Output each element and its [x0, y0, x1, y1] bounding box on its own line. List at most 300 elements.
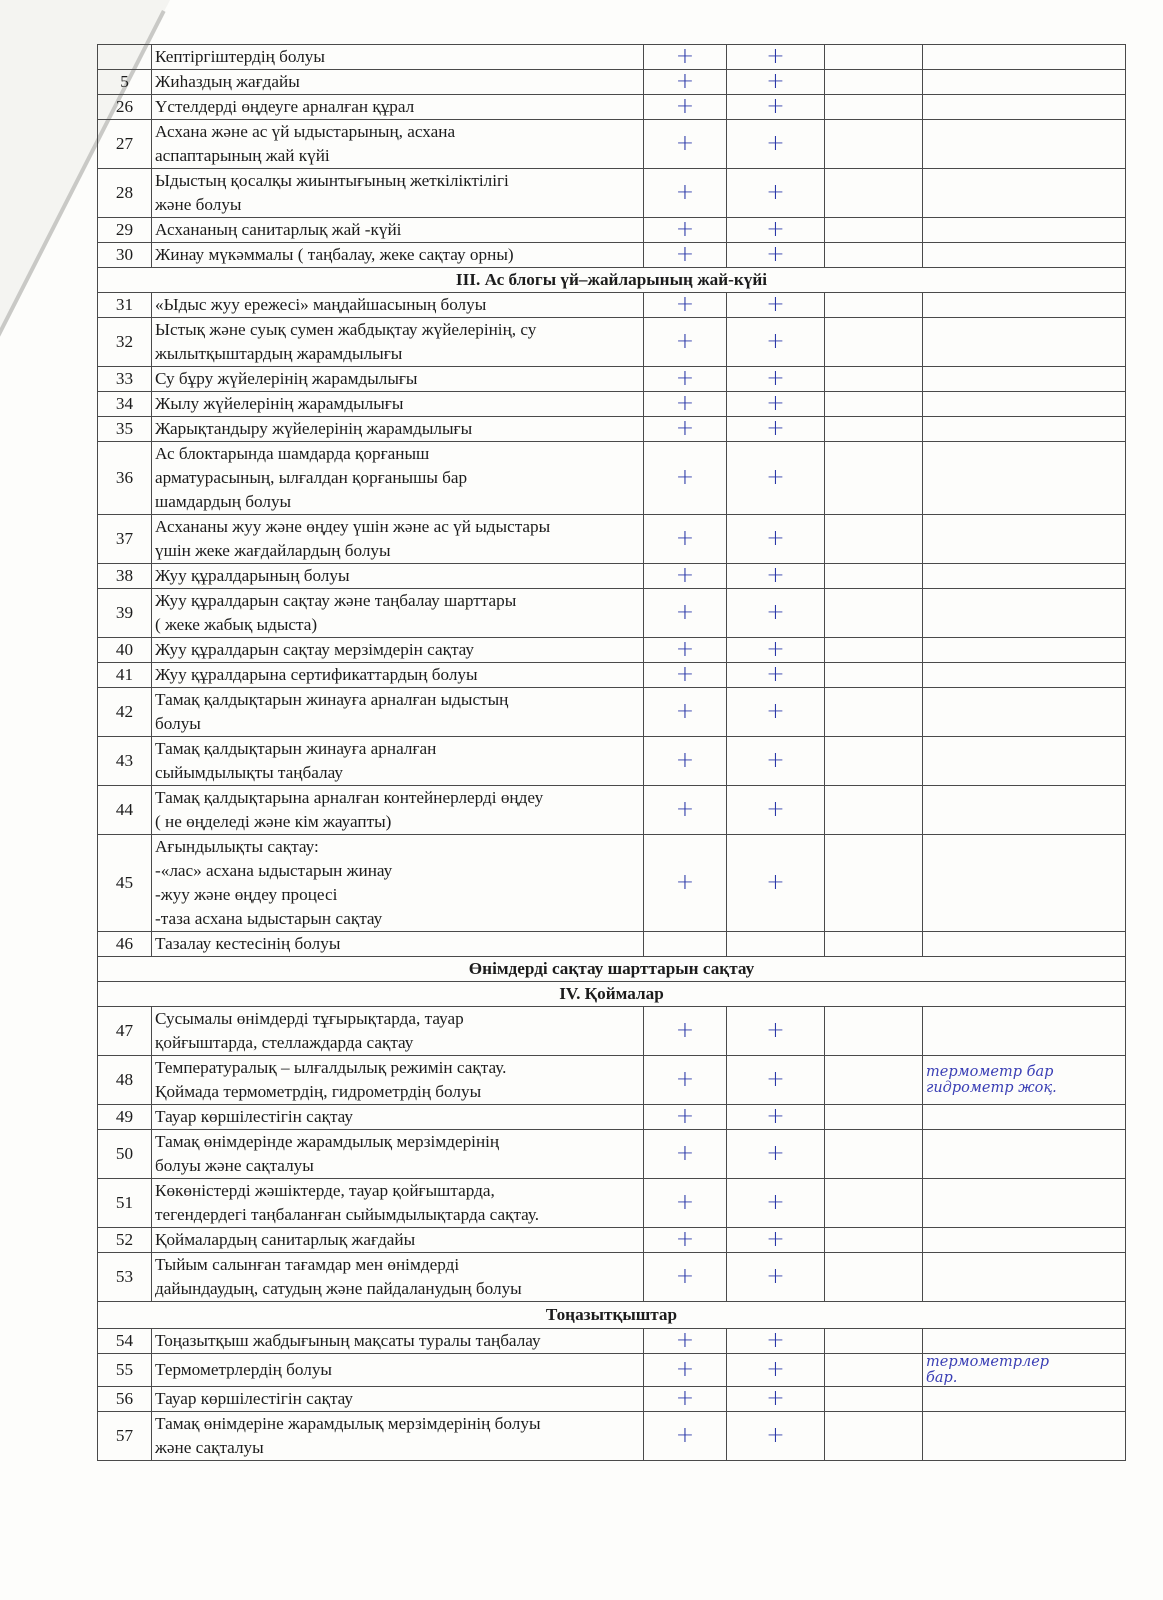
description-line: ( жеке жабық ыдыста) — [155, 615, 318, 634]
row-number: 37 — [98, 515, 152, 564]
handwritten-plus-mark: + — [727, 663, 825, 688]
description-line: болуы — [155, 714, 201, 733]
row-description — [152, 417, 644, 442]
handwritten-plus-mark: + — [727, 417, 825, 442]
empty-cell — [825, 515, 923, 564]
description-line: ( не өңделеді және кім жауапты) — [155, 812, 392, 831]
handwritten-note — [923, 688, 1126, 737]
section-heading-fridges: Тоңазытқыштар — [98, 1302, 1126, 1329]
row-number: 40 — [98, 638, 152, 663]
checklist-row — [98, 786, 1126, 835]
handwritten-plus-mark: + — [727, 1179, 825, 1228]
handwritten-plus-mark: + — [727, 1329, 825, 1354]
checklist-row — [98, 1387, 1126, 1412]
description-line: Кептіргіштердің болуы — [155, 47, 325, 66]
description-line: Жинау мүкәммалы ( таңбалау, жеке сақтау орны) — [155, 245, 514, 264]
handwritten-note — [923, 120, 1126, 169]
empty-cell — [825, 1354, 923, 1387]
description-line: Көкөністерді жәшіктерде, тауар қойғыштарда, — [155, 1181, 495, 1200]
checklist-row — [98, 737, 1126, 786]
handwritten-plus-mark: + — [644, 1329, 727, 1354]
handwritten-plus-mark: + — [644, 589, 727, 638]
checklist-row — [98, 120, 1126, 169]
row-number: 39 — [98, 589, 152, 638]
row-number: 27 — [98, 120, 152, 169]
checklist-row — [98, 392, 1126, 417]
handwritten-plus-mark: + — [727, 1354, 825, 1387]
handwritten-plus-mark: + — [727, 1412, 825, 1461]
handwritten-plus-mark: + — [644, 293, 727, 318]
empty-cell — [825, 417, 923, 442]
handwritten-plus-mark: + — [644, 1056, 727, 1105]
handwritten-plus-mark: + — [644, 1105, 727, 1130]
handwritten-plus-mark: + — [644, 218, 727, 243]
description-line: Термометрлердің болуы — [155, 1360, 332, 1379]
handwritten-note — [923, 1007, 1126, 1056]
description-line: тегендердегі таңбаланған сыйымдылықтарда сақтау. — [155, 1205, 540, 1224]
section-heading-3: III. Ас блогы үй–жайларының жай-күйі — [98, 268, 1126, 293]
handwritten-plus-mark: + — [644, 318, 727, 367]
description-line: Тазалау кестесінің болуы — [155, 934, 341, 953]
handwritten-plus-mark: + — [727, 1056, 825, 1105]
description-line: аспаптарының жай күйі — [155, 146, 330, 165]
handwritten-plus-mark: + — [644, 442, 727, 515]
row-description — [152, 1007, 644, 1056]
section-heading-4: IV. Қоймалар — [98, 982, 1126, 1007]
empty-cell — [825, 1412, 923, 1461]
handwritten-plus-mark: + — [644, 1130, 727, 1179]
checklist-row — [98, 1253, 1126, 1302]
row-description — [152, 95, 644, 120]
handwritten-plus-mark — [727, 932, 825, 957]
description-line: Жуу құралдарының болуы — [155, 566, 350, 585]
handwritten-note — [923, 835, 1126, 932]
handwritten-note — [923, 638, 1126, 663]
handwritten-note — [923, 932, 1126, 957]
handwritten-plus-mark: + — [727, 737, 825, 786]
row-number: 44 — [98, 786, 152, 835]
row-description — [152, 442, 644, 515]
checklist-row — [98, 1228, 1126, 1253]
description-line: Ағындылықты сақтау: — [155, 837, 319, 856]
checklist-row — [98, 1130, 1126, 1179]
row-description — [152, 1329, 644, 1354]
description-line: Тамақ өнімдеріне жарамдылық мерзімдерінің болуы — [155, 1414, 541, 1433]
checklist-row — [98, 1007, 1126, 1056]
checklist-row — [98, 835, 1126, 932]
row-number: 49 — [98, 1105, 152, 1130]
row-description — [152, 70, 644, 95]
empty-cell — [825, 367, 923, 392]
row-number: 31 — [98, 293, 152, 318]
handwritten-plus-mark: + — [727, 1105, 825, 1130]
empty-cell — [825, 786, 923, 835]
row-number: 29 — [98, 218, 152, 243]
handwritten-plus-mark: + — [644, 688, 727, 737]
checklist-row — [98, 1105, 1126, 1130]
row-number: 52 — [98, 1228, 152, 1253]
handwritten-plus-mark: + — [727, 1387, 825, 1412]
handwritten-plus-mark: + — [644, 1412, 727, 1461]
checklist-row — [98, 688, 1126, 737]
handwritten-note — [923, 1179, 1126, 1228]
row-description — [152, 932, 644, 957]
description-line: Тоңазытқыш жабдығының мақсаты туралы таңбалау — [155, 1331, 541, 1350]
checklist-row — [98, 1354, 1126, 1387]
checklist-row — [98, 442, 1126, 515]
empty-cell — [825, 70, 923, 95]
handwritten-note — [923, 737, 1126, 786]
checklist-row — [98, 218, 1126, 243]
row-number: 43 — [98, 737, 152, 786]
row-description — [152, 120, 644, 169]
row-description — [152, 243, 644, 268]
checklist-row — [98, 564, 1126, 589]
row-description — [152, 515, 644, 564]
row-description — [152, 564, 644, 589]
handwritten-note — [923, 589, 1126, 638]
handwritten-plus-mark: + — [727, 564, 825, 589]
handwritten-plus-mark: + — [644, 1228, 727, 1253]
description-line: Су бұру жүйелерінің жарамдылығы — [155, 369, 418, 388]
handwritten-plus-mark: + — [727, 515, 825, 564]
handwritten-plus-mark: + — [727, 243, 825, 268]
empty-cell — [825, 120, 923, 169]
handwritten-plus-mark: + — [644, 392, 727, 417]
handwritten-plus-mark: + — [644, 120, 727, 169]
handwritten-note — [923, 218, 1126, 243]
description-line: Сусымалы өнімдерді тұғырықтарда, тауар — [155, 1009, 464, 1028]
handwritten-plus-mark: + — [644, 786, 727, 835]
row-description — [152, 1179, 644, 1228]
row-number: 53 — [98, 1253, 152, 1302]
row-number: 26 — [98, 95, 152, 120]
description-line: Температуралық – ылғалдылық режимін сақтау. — [155, 1058, 507, 1077]
empty-cell — [825, 45, 923, 70]
empty-cell — [825, 663, 923, 688]
section-heading-storage: Өнімдерді сақтау шарттарын сақтау — [98, 957, 1126, 982]
description-line: Ыстық және суық сумен жабдықтау жүйелерінің, су — [155, 320, 537, 339]
description-line: Тауар көршілестігін сақтау — [155, 1107, 354, 1126]
row-number: 28 — [98, 169, 152, 218]
empty-cell — [825, 688, 923, 737]
handwritten-plus-mark: + — [727, 120, 825, 169]
handwritten-note — [923, 786, 1126, 835]
row-description — [152, 638, 644, 663]
checklist-row — [98, 417, 1126, 442]
checklist-row — [98, 169, 1126, 218]
empty-cell — [825, 932, 923, 957]
handwritten-plus-mark: + — [727, 218, 825, 243]
checklist-row — [98, 515, 1126, 564]
empty-cell — [825, 95, 923, 120]
handwritten-plus-mark: + — [644, 564, 727, 589]
row-number: 42 — [98, 688, 152, 737]
empty-cell — [825, 835, 923, 932]
handwritten-plus-mark: + — [644, 45, 727, 70]
empty-cell — [825, 392, 923, 417]
description-line: -«лас» асхана ыдыстарын жинау — [155, 861, 393, 880]
note-line: термометрлер — [926, 1354, 1050, 1370]
description-line: Ыдыстың қосалқы жиынтығының жеткіліктілігі — [155, 171, 509, 190]
row-number: 50 — [98, 1130, 152, 1179]
empty-cell — [825, 564, 923, 589]
row-number: 30 — [98, 243, 152, 268]
row-number: 41 — [98, 663, 152, 688]
checklist-row — [98, 293, 1126, 318]
empty-cell — [825, 638, 923, 663]
row-number: 51 — [98, 1179, 152, 1228]
row-description — [152, 737, 644, 786]
description-line: үшін жеке жағдайлардың болуы — [155, 541, 391, 560]
row-description — [152, 589, 644, 638]
handwritten-note — [923, 1387, 1126, 1412]
description-line: Тыйым салынған тағамдар мен өнімдерді — [155, 1255, 460, 1274]
empty-cell — [825, 1387, 923, 1412]
row-number: 57 — [98, 1412, 152, 1461]
checklist-row — [98, 663, 1126, 688]
row-description — [152, 688, 644, 737]
row-description — [152, 318, 644, 367]
row-description — [152, 218, 644, 243]
row-number: 46 — [98, 932, 152, 957]
checklist-row — [98, 95, 1126, 120]
handwritten-note — [923, 1228, 1126, 1253]
handwritten-note — [923, 515, 1126, 564]
inspection-checklist-table — [97, 44, 1126, 1461]
row-description — [152, 663, 644, 688]
description-line: Жуу құралдарын сақтау және таңбалау шарттары — [155, 591, 517, 610]
description-line: жылытқыштардың жарамдылығы — [155, 344, 403, 363]
empty-cell — [825, 589, 923, 638]
description-line: Үстелдерді өңдеуге арналған құрал — [155, 97, 415, 116]
row-description — [152, 1412, 644, 1461]
checklist-row — [98, 1056, 1126, 1105]
handwritten-plus-mark: + — [644, 417, 727, 442]
row-number: 48 — [98, 1056, 152, 1105]
row-number: 32 — [98, 318, 152, 367]
description-line: Жуу құралдарын сақтау мерзімдерін сақтау — [155, 640, 475, 659]
checklist-row — [98, 1329, 1126, 1354]
description-line: Жылу жүйелерінің жарамдылығы — [155, 394, 404, 413]
empty-cell — [825, 1329, 923, 1354]
checklist-row — [98, 367, 1126, 392]
handwritten-note — [923, 293, 1126, 318]
handwritten-plus-mark: + — [644, 1007, 727, 1056]
handwritten-plus-mark: + — [727, 45, 825, 70]
handwritten-plus-mark: + — [644, 1179, 727, 1228]
description-line: Жиһаздың жағдайы — [155, 72, 300, 91]
description-line: арматурасының, ылғалдан қорғанышы бар — [155, 468, 468, 487]
handwritten-plus-mark: + — [644, 169, 727, 218]
handwritten-plus-mark: + — [727, 1228, 825, 1253]
handwritten-note — [923, 1253, 1126, 1302]
description-line: шамдардың болуы — [155, 492, 292, 511]
handwritten-note — [923, 1412, 1126, 1461]
description-line: қойғыштарда, стеллаждарда сақтау — [155, 1033, 414, 1052]
handwritten-plus-mark: + — [644, 835, 727, 932]
description-line: сыйымдылықты таңбалау — [155, 763, 343, 782]
handwritten-plus-mark: + — [727, 1007, 825, 1056]
handwritten-note — [923, 169, 1126, 218]
handwritten-plus-mark: + — [727, 688, 825, 737]
handwritten-note — [923, 70, 1126, 95]
handwritten-plus-mark: + — [727, 1130, 825, 1179]
handwritten-plus-mark: + — [727, 95, 825, 120]
row-description — [152, 835, 644, 932]
handwritten-plus-mark: + — [727, 70, 825, 95]
row-description — [152, 1354, 644, 1387]
description-line: Қоймалардың санитарлық жағдайы — [155, 1230, 416, 1249]
row-description — [152, 1105, 644, 1130]
handwritten-note — [923, 45, 1126, 70]
empty-cell — [825, 218, 923, 243]
checklist-row — [98, 70, 1126, 95]
handwritten-note — [923, 663, 1126, 688]
handwritten-plus-mark: + — [644, 95, 727, 120]
empty-cell — [825, 1130, 923, 1179]
row-number: 55 — [98, 1354, 152, 1387]
row-number — [98, 45, 152, 70]
handwritten-plus-mark: + — [727, 293, 825, 318]
description-line: Жуу құралдарына сертификаттардың болуы — [155, 665, 478, 684]
handwritten-plus-mark: + — [727, 786, 825, 835]
row-number: 33 — [98, 367, 152, 392]
row-number: 36 — [98, 442, 152, 515]
description-line: Тауар көршілестігін сақтау — [155, 1389, 354, 1408]
row-description — [152, 392, 644, 417]
handwritten-plus-mark: + — [727, 835, 825, 932]
handwritten-note — [923, 1329, 1126, 1354]
handwritten-note — [923, 417, 1126, 442]
handwritten-note — [923, 1105, 1126, 1130]
note-line: бар. — [926, 1370, 958, 1386]
handwritten-plus-mark — [644, 932, 727, 957]
empty-cell — [825, 737, 923, 786]
handwritten-plus-mark: + — [644, 663, 727, 688]
handwritten-note — [923, 1130, 1126, 1179]
row-description — [152, 293, 644, 318]
handwritten-plus-mark: + — [644, 70, 727, 95]
checklist-row — [98, 638, 1126, 663]
row-number: 56 — [98, 1387, 152, 1412]
checklist-row — [98, 318, 1126, 367]
row-description — [152, 1387, 644, 1412]
row-number: 45 — [98, 835, 152, 932]
checklist-row — [98, 1412, 1126, 1461]
handwritten-plus-mark: + — [727, 638, 825, 663]
empty-cell — [825, 169, 923, 218]
handwritten-plus-mark: + — [644, 367, 727, 392]
checklist-row — [98, 1179, 1126, 1228]
checklist-row — [98, 243, 1126, 268]
description-line: Тамақ қалдықтарын жинауға арналған — [155, 739, 437, 758]
handwritten-plus-mark: + — [644, 1387, 727, 1412]
handwritten-note — [923, 367, 1126, 392]
description-line: Асхана және ас үй ыдыстарының, асхана — [155, 122, 456, 141]
description-line: дайындаудың, сатудың және пайдаланудың болуы — [155, 1279, 522, 1298]
handwritten-note — [923, 392, 1126, 417]
handwritten-note — [923, 1354, 1126, 1387]
handwritten-note — [923, 318, 1126, 367]
row-description — [152, 786, 644, 835]
checklist-row — [98, 45, 1126, 70]
description-line: -жуу және өңдеу процесі — [155, 885, 338, 904]
description-line: және сақталуы — [155, 1438, 264, 1457]
description-line: -таза асхана ыдыстарын сақтау — [155, 909, 383, 928]
description-line: Қоймада термометрдің, гидрометрдің болуы — [155, 1082, 482, 1101]
handwritten-plus-mark: + — [727, 318, 825, 367]
handwritten-note — [923, 243, 1126, 268]
description-line: Ас блоктарында шамдарда қорғаныш — [155, 444, 430, 463]
description-line: Тамақ өнімдерінде жарамдылық мерзімдерінің — [155, 1132, 500, 1151]
row-description — [152, 45, 644, 70]
empty-cell — [825, 1179, 923, 1228]
description-line: Асхананың санитарлық жай -күйі — [155, 220, 402, 239]
row-number: 5 — [98, 70, 152, 95]
handwritten-plus-mark: + — [644, 1354, 727, 1387]
row-number: 47 — [98, 1007, 152, 1056]
empty-cell — [825, 1056, 923, 1105]
note-line: термометр бар — [926, 1064, 1054, 1080]
empty-cell — [825, 442, 923, 515]
description-line: Тамақ қалдықтарына арналған контейнерлерді өңдеу — [155, 788, 544, 807]
description-line: Тамақ қалдықтарын жинауға арналған ыдыстың — [155, 690, 509, 709]
note-line: гидрометр жоқ. — [926, 1080, 1057, 1096]
handwritten-plus-mark: + — [644, 737, 727, 786]
handwritten-plus-mark: + — [727, 589, 825, 638]
handwritten-plus-mark: + — [727, 367, 825, 392]
handwritten-plus-mark: + — [644, 1253, 727, 1302]
checklist-row — [98, 589, 1126, 638]
row-description — [152, 1056, 644, 1105]
empty-cell — [825, 293, 923, 318]
empty-cell — [825, 243, 923, 268]
handwritten-plus-mark: + — [727, 169, 825, 218]
handwritten-plus-mark: + — [644, 243, 727, 268]
handwritten-plus-mark: + — [727, 392, 825, 417]
row-description — [152, 1228, 644, 1253]
handwritten-note — [923, 1056, 1126, 1105]
row-number: 54 — [98, 1329, 152, 1354]
handwritten-plus-mark: + — [727, 1253, 825, 1302]
handwritten-plus-mark: + — [727, 442, 825, 515]
description-line: және болуы — [155, 195, 242, 214]
empty-cell — [825, 1007, 923, 1056]
description-line: «Ыдыс жуу ережесі» маңдайшасының болуы — [155, 295, 487, 314]
description-line: Жарықтандыру жүйелерінің жарамдылығы — [155, 419, 473, 438]
handwritten-note — [923, 564, 1126, 589]
empty-cell — [825, 1105, 923, 1130]
row-description — [152, 1130, 644, 1179]
row-description — [152, 169, 644, 218]
description-line: болуы және сақталуы — [155, 1156, 314, 1175]
handwritten-plus-mark: + — [644, 638, 727, 663]
description-line: Асхананы жуу және өңдеу үшін және ас үй ыдыстары — [155, 517, 551, 536]
checklist-row — [98, 932, 1126, 957]
empty-cell — [825, 1228, 923, 1253]
row-number: 35 — [98, 417, 152, 442]
handwritten-plus-mark: + — [644, 515, 727, 564]
row-description — [152, 1253, 644, 1302]
handwritten-note — [923, 442, 1126, 515]
empty-cell — [825, 1253, 923, 1302]
row-number: 34 — [98, 392, 152, 417]
row-number: 38 — [98, 564, 152, 589]
empty-cell — [825, 318, 923, 367]
handwritten-note — [923, 95, 1126, 120]
row-description — [152, 367, 644, 392]
